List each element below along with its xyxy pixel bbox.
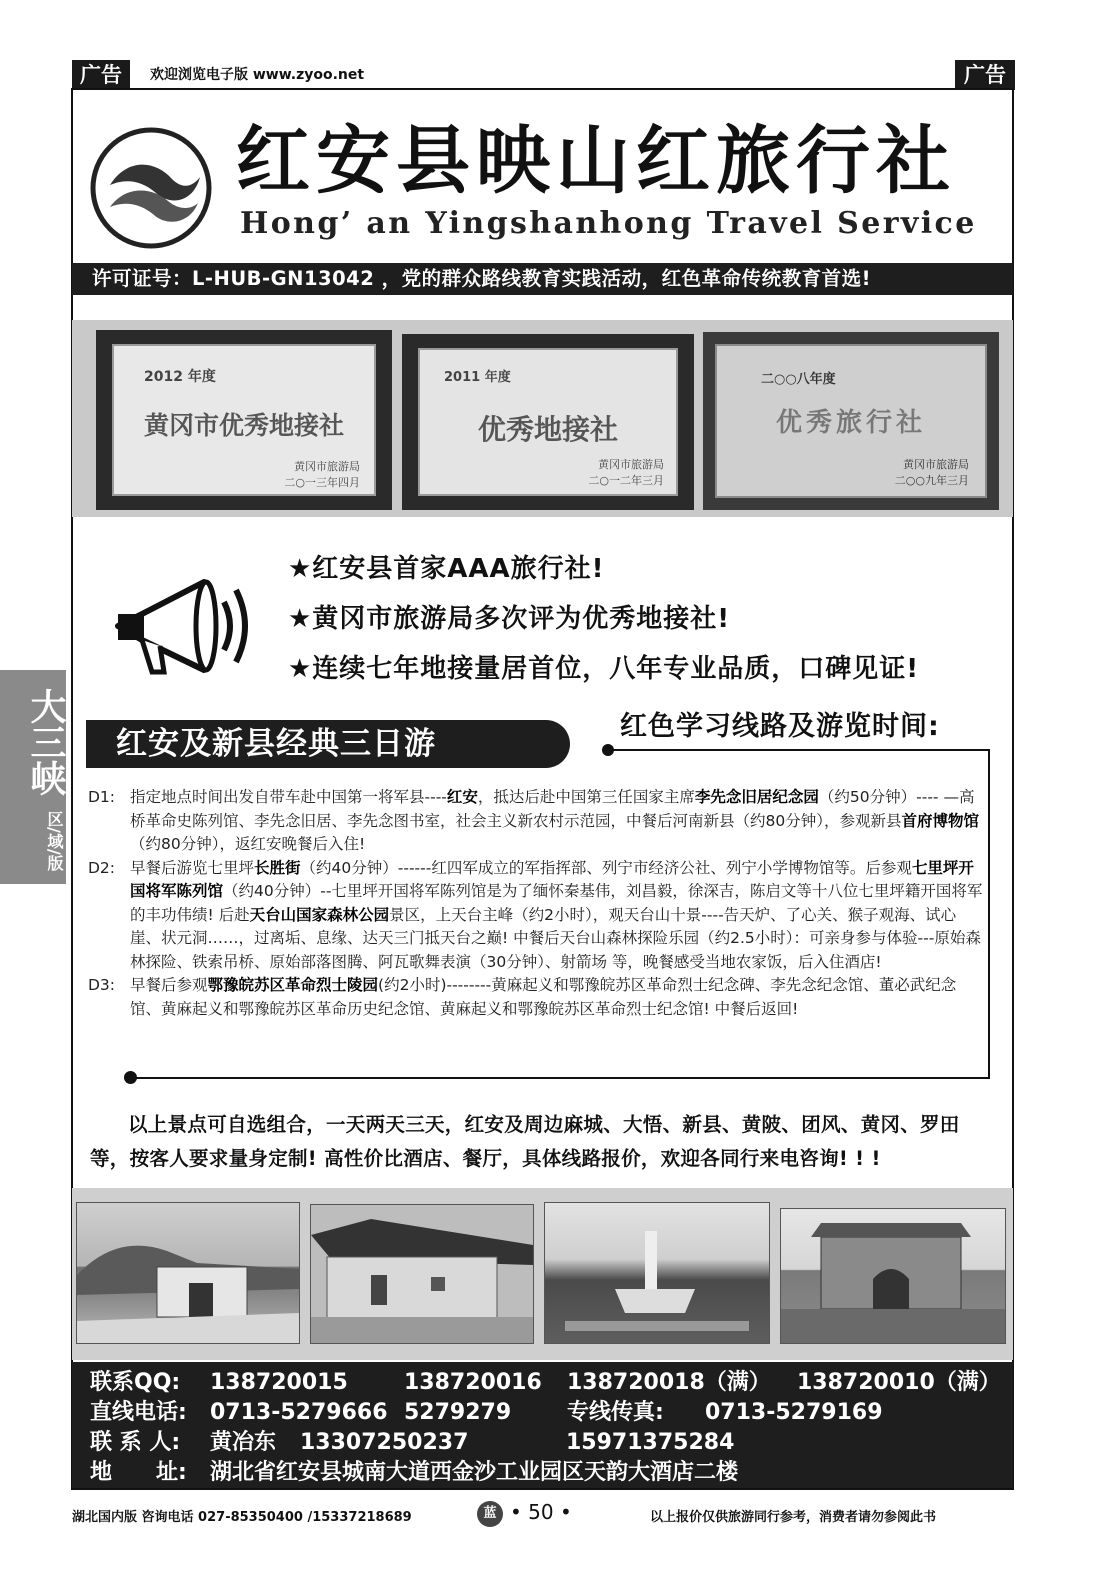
highlight-3: ★连续七年地接量居首位，八年专业品质，口碑见证! [288, 654, 920, 684]
day-1-text [130, 786, 983, 857]
note-line-1: 以上景点可自选组合，一天两天三天，红安及周边麻城、大悟、新县、黄陂、团风、黄冈、罗田 [128, 1113, 960, 1136]
day-3-label: D3: [88, 976, 116, 994]
license-bar: 许可证号：L-HUB-GN13042 ，党的群众路线教育实践活动，红色革命传统教育首选! [72, 263, 1013, 295]
phone-label: 直线电话: [90, 1400, 187, 1425]
contact-qq-row [90, 1368, 1013, 1398]
highlight-2: ★黄冈市旅游局多次评为优秀地接社! [288, 604, 731, 634]
photo-monument-park [544, 1202, 770, 1344]
itinerary [88, 786, 983, 1021]
contact-phone-row [90, 1398, 1013, 1428]
day-2 [88, 857, 983, 975]
itinerary-highlight: 长胜街 [254, 858, 301, 877]
itinerary-highlight: 李先念旧居纪念园 [694, 788, 819, 806]
itinerary-text: 景区，上天台主峰（约2小时），观天台山十景----告天炉、了心关、猴子观海、试心崖、状元洞……，过离垢、息缘、达天三门抵天台之巅! 中餐后天台山森林探险乐园（约2.5小时）：可亲身参与体验---原始森林探险、铁索吊桥、原始部落图腾、阿瓦歌舞表演（30分钟）、射箭场 等，晚餐感受当地农家饭，后入住酒店! [130, 905, 981, 971]
itinerary-text: 指定地点时间出发自带车赴中国第一将军县---- [130, 788, 447, 806]
person-label: 联 系 人: [90, 1430, 181, 1455]
plaque-1-date: 二○一三年四月 [284, 476, 360, 489]
itinerary-text: （约80分钟），返红安晚餐后入住! [130, 835, 366, 853]
qq-2[interactable]: 138720016 [404, 1370, 542, 1395]
highlight-1: ★红安县首家AAA旅行社! [288, 554, 605, 584]
plaque-3-date: 二○○九年三月 [894, 474, 969, 487]
itinerary-highlight: 天台山国家森林公园 [249, 905, 390, 924]
company-name-en: Hong’ an Yingshanhong Travel Service [240, 206, 977, 241]
megaphone-icon [112, 570, 252, 680]
plaque-3-title: 优秀旅行社 [775, 408, 926, 438]
day-3-text [130, 974, 983, 1021]
route-heading: 红色学习线路及游览时间: [620, 711, 940, 742]
itinerary-highlight: 七里坪开国将军陈列馆 [130, 858, 974, 900]
contact-person-row [90, 1428, 1013, 1458]
day-2-label: D2: [88, 858, 116, 877]
note-line-2: 等，按客人要求量身定制! 高性价比酒店、餐厅，具体线路报价，欢迎各同行来电咨询! ! ! [90, 1147, 881, 1170]
side-tab-main: 大三峡 [25, 688, 67, 796]
plaque-2-date: 二○一二年三月 [588, 474, 664, 487]
plaque-1-year: 2012 年度 [144, 369, 216, 385]
photo-city-gate [780, 1208, 1006, 1344]
side-tab-sub: 区/域/版 [45, 811, 64, 871]
address-label: 地 址: [90, 1460, 187, 1485]
plaque-3-issuer: 黄冈市旅游局 [903, 458, 969, 471]
plaque-2-title: 优秀地接社 [477, 413, 618, 446]
page-number: • 50 • [510, 1500, 572, 1524]
photo-old-house [310, 1204, 534, 1344]
plaque-1-issuer: 黄冈市旅游局 [294, 460, 360, 473]
company-logo-icon [88, 125, 214, 251]
itinerary-highlight: 红安 [446, 788, 478, 806]
itinerary-text: （约50分钟）---- —高桥革命史陈列馆、李先念旧居、李先念图书室，社会主义新农村示范园，中餐后河南新县（约80分钟），参观新县 [130, 788, 975, 830]
plaque-2-year: 2011 年度 [444, 370, 511, 385]
route-line-right [988, 749, 990, 1079]
ad-tag-left: 广告 [72, 60, 130, 90]
day-3 [88, 974, 983, 1021]
itinerary-text: （约40分钟）--七里坪开国将军陈列馆是为了缅怀秦基伟，刘昌毅，徐深吉，陈启文等十八位七里坪籍开国将军的丰功伟绩! 后赴 [130, 882, 983, 924]
fax-number[interactable]: 0713-5279169 [705, 1400, 883, 1425]
contact-panel [72, 1362, 1013, 1488]
itinerary-text: 早餐后参观 [130, 976, 208, 994]
company-name-cn: 红安县映山红旅行社 [236, 118, 956, 204]
ad-tag-right: 广告 [955, 60, 1015, 90]
plaque-1-title: 黄冈市优秀地接社 [143, 411, 344, 440]
qq-1[interactable]: 138720015 [210, 1370, 348, 1395]
itinerary-text: ，抵达后赴中国第三任国家主席 [477, 788, 695, 806]
route-line-bottom [130, 1077, 990, 1079]
phone-1[interactable]: 0713-5279666 [210, 1400, 388, 1425]
mobile-1[interactable]: 13307250237 [300, 1430, 469, 1455]
itinerary-text: 早餐后游览七里坪 [130, 858, 255, 877]
plaque-1 [96, 330, 392, 510]
qq-3[interactable]: 138720018（满） [567, 1370, 771, 1395]
footer-badge: 蓝 [477, 1501, 503, 1527]
phone-2[interactable]: 5279279 [404, 1400, 512, 1425]
fax-label: 专线传真: [567, 1400, 664, 1425]
qq-4[interactable]: 138720010（满） [797, 1370, 1001, 1395]
route-bullet-bottom [124, 1071, 137, 1084]
day-1-label: D1: [88, 788, 116, 806]
itinerary-highlight: 首府博物馆 [901, 811, 979, 830]
day-2-text [130, 857, 983, 975]
itinerary-text: (约2小时)--------黄麻起义和鄂豫皖苏区革命烈士纪念碑、李先念纪念馆、董必武纪念馆、黄麻起义和鄂豫皖苏区革命历史纪念馆、黄麻起义和鄂豫皖苏区革命烈士纪念馆! 中餐后返回! [130, 976, 957, 1018]
photo-memorial-gate [76, 1202, 300, 1344]
tour-title: 红安及新县经典三日游 [86, 720, 570, 768]
welcome-text: 欢迎浏览电子版 www.zyoo.net [150, 67, 365, 83]
address-text: 湖北省红安县城南大道西金沙工业园区天韵大酒店二楼 [210, 1460, 739, 1485]
plaque-2 [402, 334, 694, 510]
contact-address-row [90, 1458, 1013, 1488]
route-line-top [608, 749, 990, 751]
plaque-2-issuer: 黄冈市旅游局 [598, 458, 664, 471]
footer-right: 以上报价仅供旅游同行参考，消费者请勿参阅此书 [650, 1510, 937, 1525]
itinerary-highlight: 鄂豫皖苏区革命烈士陵园 [207, 976, 379, 994]
itinerary-text: （约40分钟）------红四军成立的军指挥部、列宁市经济公社、列宁小学博物馆等。后参观 [300, 858, 912, 877]
side-tab [0, 670, 66, 884]
plaque-3 [703, 332, 999, 510]
day-1 [88, 786, 983, 857]
person-name: 黄冶东 [210, 1430, 277, 1455]
mobile-2[interactable]: 15971375284 [566, 1430, 735, 1455]
footer-left: 湖北国内版 咨询电话 027-85350400 /15337218689 [72, 1510, 412, 1525]
plaque-3-year: 二○○八年度 [761, 372, 836, 387]
qq-label: 联系QQ: [90, 1370, 181, 1395]
